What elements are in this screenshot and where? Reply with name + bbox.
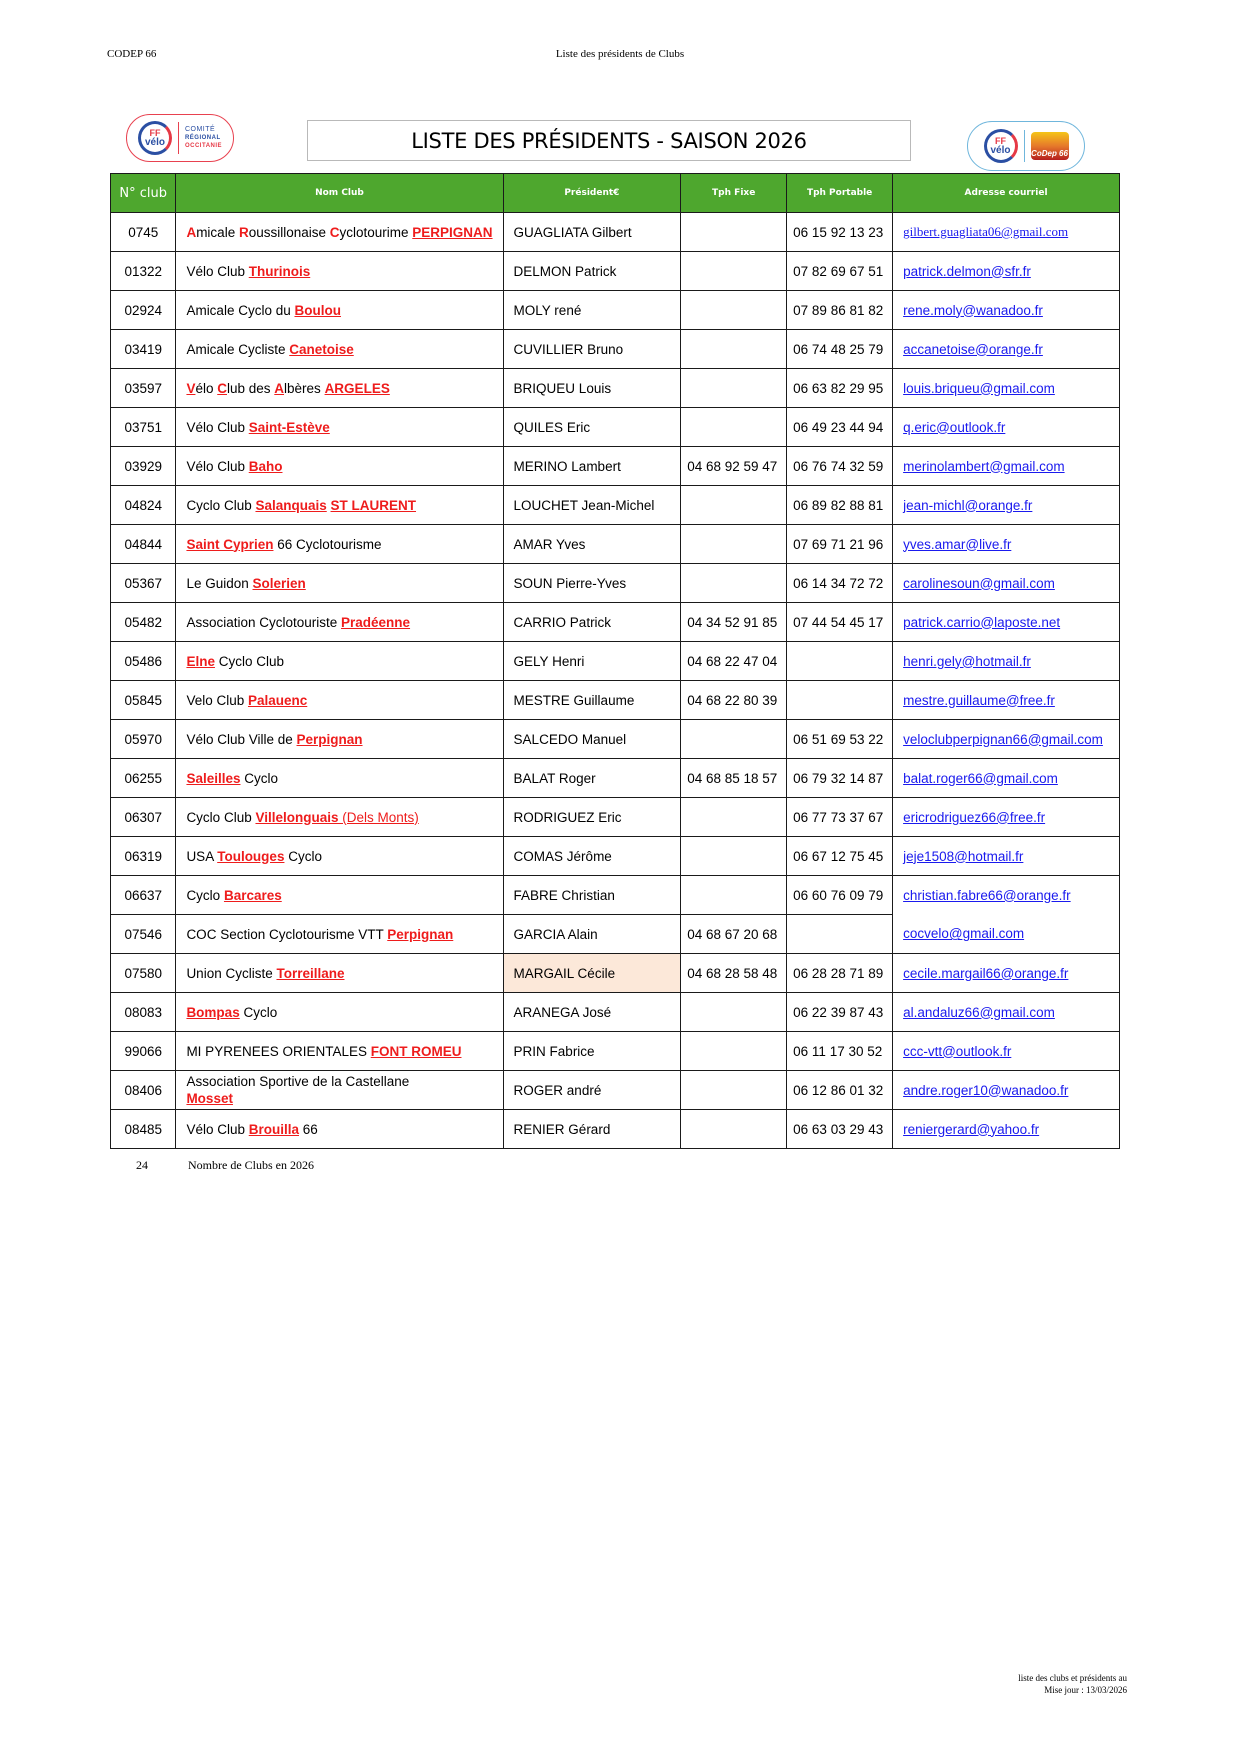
email-link[interactable]: mestre.guillaume@free.fr	[903, 692, 1055, 708]
table-row	[111, 291, 1120, 330]
table-row	[111, 330, 1120, 369]
mobile-cell: 06 12 86 01 32	[787, 1071, 893, 1110]
club-name-highlight: PERPIGNAN	[412, 224, 493, 240]
ff-velo-icon	[984, 129, 1018, 163]
column-header-club-name: Nom Club	[176, 174, 503, 213]
club-name-highlight: ST LAURENT	[330, 497, 417, 513]
club-name-text: lbères	[284, 380, 325, 396]
email-cell	[893, 525, 1120, 564]
landline-cell	[681, 291, 787, 330]
club-name-text: Cyclo Club	[214, 653, 284, 669]
club-name-text: 66 Cyclotourisme	[273, 536, 382, 552]
landline-cell: 04 68 22 80 39	[681, 681, 787, 720]
club-name-highlight: Pradéenne	[341, 614, 411, 630]
club-count-label: Nombre de Clubs en 2026	[188, 1158, 314, 1172]
email-link[interactable]: jeje1508@hotmail.fr	[903, 848, 1024, 864]
landline-cell	[681, 798, 787, 837]
club-number-cell: 03929	[111, 447, 176, 486]
email-link[interactable]: gilbert.guagliata06@gmail.com	[903, 224, 1069, 239]
club-name-highlight: Baho	[248, 458, 283, 474]
club-name-cell	[176, 759, 503, 798]
table-row	[111, 876, 1120, 915]
president-cell: QUILES Eric	[503, 408, 681, 447]
table-row	[111, 681, 1120, 720]
email-link[interactable]: cecile.margail66@orange.fr	[903, 965, 1069, 981]
ff-velo-codep66-logo	[967, 121, 1085, 171]
mobile-cell: 06 67 12 75 45	[787, 837, 893, 876]
table-row	[111, 798, 1120, 837]
mobile-cell: 06 63 03 29 43	[787, 1110, 893, 1149]
email-cell	[893, 681, 1120, 720]
landline-cell	[681, 720, 787, 759]
mobile-cell: 06 22 39 87 43	[787, 993, 893, 1032]
club-name-text: USA	[186, 848, 218, 864]
mobile-cell: 07 44 54 45 17	[787, 603, 893, 642]
president-cell: ARANEGA José	[503, 993, 681, 1032]
email-cell	[893, 837, 1120, 876]
club-name-cell	[176, 720, 503, 759]
email-link[interactable]: veloclubperpignan66@gmail.com	[903, 731, 1103, 747]
club-name-cell	[176, 603, 503, 642]
club-name-highlight: Saint Cyprien	[186, 536, 274, 552]
club-name-text: Vélo Club	[186, 419, 249, 435]
mobile-cell	[787, 915, 893, 954]
club-name-highlight: Canetoise	[289, 341, 354, 357]
mobile-cell: 06 79 32 14 87	[787, 759, 893, 798]
club-number-cell: 05845	[111, 681, 176, 720]
club-name-highlight: A	[186, 224, 197, 240]
mobile-cell	[787, 681, 893, 720]
logo-divider	[1024, 130, 1025, 162]
club-number-cell: 04844	[111, 525, 176, 564]
club-name-highlight: Thurinois	[248, 263, 311, 279]
club-name-cell	[176, 1071, 503, 1110]
mobile-cell	[787, 642, 893, 681]
club-name-text: oussillonaise	[248, 224, 330, 240]
ff-velo-velo-text: vélo	[990, 145, 1011, 156]
club-name-text: Union Cycliste	[186, 965, 277, 981]
ff-velo-velo-text: vélo	[144, 137, 165, 148]
president-cell: GELY Henri	[503, 642, 681, 681]
club-name-cell	[176, 915, 503, 954]
president-cell: MESTRE Guillaume	[503, 681, 681, 720]
landline-cell: 04 68 22 47 04	[681, 642, 787, 681]
club-number-cell: 05970	[111, 720, 176, 759]
president-cell: ROGER andré	[503, 1071, 681, 1110]
email-cell	[893, 759, 1120, 798]
president-cell: GARCIA Alain	[503, 915, 681, 954]
email-link[interactable]: balat.roger66@gmail.com	[903, 770, 1058, 786]
table-row	[111, 408, 1120, 447]
president-cell: SALCEDO Manuel	[503, 720, 681, 759]
email-link[interactable]: rene.moly@wanadoo.fr	[903, 302, 1043, 318]
email-cell	[893, 993, 1120, 1032]
landline-cell: 04 68 28 58 48	[681, 954, 787, 993]
email-cell	[893, 252, 1120, 291]
table-row	[111, 759, 1120, 798]
email-cell	[893, 1110, 1120, 1149]
email-link[interactable]: patrick.delmon@sfr.fr	[903, 263, 1031, 279]
club-name-cell	[176, 642, 503, 681]
email-link[interactable]: jean-michl@orange.fr	[903, 497, 1033, 513]
club-number-cell: 08485	[111, 1110, 176, 1149]
page-header-center: Liste des présidents de Clubs	[555, 48, 685, 60]
club-name-cell	[176, 252, 503, 291]
president-cell: LOUCHET Jean-Michel	[503, 486, 681, 525]
email-cell	[893, 720, 1120, 759]
mobile-cell: 06 28 28 71 89	[787, 954, 893, 993]
club-name-text: élo	[195, 380, 218, 396]
club-number-cell: 05486	[111, 642, 176, 681]
club-name-cell	[176, 486, 503, 525]
president-cell: DELMON Patrick	[503, 252, 681, 291]
president-cell: CUVILLIER Bruno	[503, 330, 681, 369]
table-row	[111, 1110, 1120, 1149]
comite-text	[185, 126, 222, 150]
mobile-cell: 06 76 74 32 59	[787, 447, 893, 486]
table-row	[111, 213, 1120, 252]
club-name-text: Cyclo	[240, 770, 278, 786]
email-link[interactable]: cocvelo@gmail.com	[903, 926, 1025, 942]
table-row	[111, 525, 1120, 564]
club-name-cell	[176, 525, 503, 564]
table-row	[111, 837, 1120, 876]
column-header-president: Président€	[503, 174, 681, 213]
club-name-highlight: Brouilla	[248, 1121, 299, 1137]
club-name-cell	[176, 876, 503, 915]
email-cell	[893, 1032, 1120, 1071]
club-name-cell	[176, 1032, 503, 1071]
club-name-highlight: Perpignan	[296, 731, 363, 747]
logo-divider	[178, 122, 179, 154]
club-name-text: Cyclo	[186, 887, 224, 903]
club-name-highlight: Perpignan	[387, 926, 454, 942]
mobile-cell: 07 69 71 21 96	[787, 525, 893, 564]
mobile-cell: 06 15 92 13 23	[787, 213, 893, 252]
club-name-text: Vélo Club	[186, 1121, 249, 1137]
club-name-highlight: Boulou	[294, 302, 341, 318]
mobile-cell: 06 63 82 29 95	[787, 369, 893, 408]
comite-regional-occitanie-logo	[126, 114, 234, 162]
club-name-highlight: Saleilles	[186, 770, 241, 786]
club-name-text: Vélo Club	[186, 458, 249, 474]
table-row	[111, 369, 1120, 408]
club-name-highlight: Toulouges	[217, 848, 285, 864]
club-name-cell	[176, 837, 503, 876]
club-number-cell: 03597	[111, 369, 176, 408]
club-name-text: MI PYRENEES ORIENTALES	[186, 1043, 371, 1059]
email-cell	[893, 213, 1120, 252]
president-cell: MERINO Lambert	[503, 447, 681, 486]
codep66-badge-icon: CoDep 66	[1031, 132, 1069, 160]
club-name-highlight: Barcares	[223, 887, 282, 903]
landline-cell	[681, 1071, 787, 1110]
club-name-cell	[176, 330, 503, 369]
club-number-cell: 06637	[111, 876, 176, 915]
club-name-text: yclotourime	[339, 224, 413, 240]
club-number-cell: 05367	[111, 564, 176, 603]
table-row	[111, 252, 1120, 291]
president-cell: RODRIGUEZ Eric	[503, 798, 681, 837]
email-cell	[893, 798, 1120, 837]
column-header-landline: Tph Fixe	[681, 174, 787, 213]
mobile-cell: 06 49 23 44 94	[787, 408, 893, 447]
page-footer	[1018, 1672, 1127, 1696]
landline-cell: 04 68 67 20 68	[681, 915, 787, 954]
club-name-text: Association Sportive de la Castellane	[186, 1074, 410, 1089]
club-name-text: Amicale Cycliste	[186, 341, 290, 357]
email-cell	[893, 603, 1120, 642]
landline-cell	[681, 369, 787, 408]
club-name-highlight: Villelonguais	[255, 809, 339, 825]
president-cell: GUAGLIATA Gilbert	[503, 213, 681, 252]
club-name-highlight: ARGELES	[324, 380, 390, 396]
email-cell	[893, 408, 1120, 447]
club-name-text: Cyclo	[239, 1004, 278, 1020]
club-name-text: Association Cyclotouriste	[186, 614, 342, 630]
club-name-highlight: V	[186, 380, 196, 396]
president-cell: PRIN Fabrice	[503, 1032, 681, 1071]
email-link[interactable]: ericrodriguez66@free.fr	[903, 809, 1046, 825]
email-cell	[893, 876, 1120, 915]
document-title: LISTE DES PRÉSIDENTS - SAISON 2026	[307, 120, 911, 161]
club-name-text: 66	[299, 1121, 318, 1137]
table-row	[111, 720, 1120, 759]
email-cell	[893, 447, 1120, 486]
club-name-text: lub des	[226, 380, 275, 396]
email-link[interactable]: carolinesoun@gmail.com	[903, 575, 1055, 591]
club-name-text: COC Section Cyclotourisme VTT	[186, 926, 388, 942]
club-name-text: Amicale Cyclo du	[186, 302, 295, 318]
email-link[interactable]: reniergerard@yahoo.fr	[903, 1121, 1040, 1137]
ff-velo-ff-text: FF	[149, 128, 161, 138]
club-name-highlight: Mosset	[186, 1091, 233, 1106]
club-name-highlight: Salanquais	[255, 497, 327, 513]
club-name-cell	[176, 681, 503, 720]
club-number-cell: 03419	[111, 330, 176, 369]
mobile-cell: 07 89 86 81 82	[787, 291, 893, 330]
club-name-cell	[176, 369, 503, 408]
club-name-highlight: Elne	[186, 653, 215, 669]
club-number-cell: 05482	[111, 603, 176, 642]
club-number-cell: 07580	[111, 954, 176, 993]
email-link[interactable]: merinolambert@gmail.com	[903, 458, 1065, 474]
table-row	[111, 642, 1120, 681]
club-name-text: Cyclo	[284, 848, 322, 864]
club-name-cell	[176, 291, 503, 330]
club-number-cell: 06307	[111, 798, 176, 837]
president-cell: CARRIO Patrick	[503, 603, 681, 642]
club-number-cell: 07546	[111, 915, 176, 954]
club-name-highlight: (Dels Monts)	[338, 809, 419, 825]
club-name-text: Cyclo Club	[186, 809, 256, 825]
landline-cell: 04 68 85 18 57	[681, 759, 787, 798]
president-cell: MARGAIL Cécile	[503, 954, 681, 993]
club-number-cell: 01322	[111, 252, 176, 291]
column-header-email: Adresse courriel	[893, 174, 1120, 213]
comite-line-3: OCCITANIE	[184, 143, 223, 149]
club-name-text: Velo Club	[186, 692, 248, 708]
table-row	[111, 993, 1120, 1032]
landline-cell	[681, 525, 787, 564]
club-name-text: Vélo Club Ville de	[186, 731, 297, 747]
club-number-cell: 08406	[111, 1071, 176, 1110]
club-name-highlight: Solerien	[252, 575, 306, 591]
landline-cell: 04 34 52 91 85	[681, 603, 787, 642]
email-cell	[893, 1071, 1120, 1110]
email-cell	[893, 330, 1120, 369]
email-link[interactable]: andre.roger10@wanadoo.fr	[903, 1082, 1069, 1098]
club-name-text: Cyclo Club	[186, 497, 256, 513]
mobile-cell: 06 89 82 88 81	[787, 486, 893, 525]
club-name-cell	[176, 1110, 503, 1149]
president-cell: SOUN Pierre-Yves	[503, 564, 681, 603]
page-header-left: CODEP 66	[107, 48, 157, 60]
club-name-cell	[176, 954, 503, 993]
email-link[interactable]: ccc-vtt@outlook.fr	[903, 1043, 1012, 1059]
club-number-cell: 03751	[111, 408, 176, 447]
ff-velo-icon	[138, 121, 172, 155]
comite-line-2: RÉGIONAL	[184, 135, 221, 141]
club-name-cell	[176, 213, 503, 252]
table-row	[111, 915, 1120, 954]
club-name-highlight: C	[329, 224, 340, 240]
landline-cell	[681, 1110, 787, 1149]
email-cell	[893, 291, 1120, 330]
table-row	[111, 486, 1120, 525]
club-name-highlight: C	[217, 380, 227, 396]
club-name-text: micale	[196, 224, 239, 240]
club-number-cell: 0745	[111, 213, 176, 252]
email-link[interactable]: accanetoise@orange.fr	[903, 341, 1043, 357]
club-number-cell: 06319	[111, 837, 176, 876]
email-link[interactable]: louis.briqueu@gmail.com	[903, 380, 1055, 396]
landline-cell	[681, 993, 787, 1032]
email-cell	[893, 954, 1120, 993]
email-link[interactable]: henri.gely@hotmail.fr	[903, 653, 1031, 669]
club-name-cell	[176, 447, 503, 486]
footer-update-date: Mise jour : 13/03/2026	[1044, 1685, 1127, 1695]
club-name-cell	[176, 993, 503, 1032]
club-name-highlight: FONT ROMEU	[370, 1043, 462, 1059]
column-header-club-number: N° club	[111, 174, 176, 213]
club-count: 24	[136, 1158, 148, 1172]
table-row	[111, 1032, 1120, 1071]
club-number-cell: 04824	[111, 486, 176, 525]
club-name-cell	[176, 798, 503, 837]
email-link[interactable]: patrick.carrio@laposte.net	[903, 614, 1061, 630]
club-number-cell: 02924	[111, 291, 176, 330]
club-name-text: Le Guidon	[186, 575, 253, 591]
landline-cell	[681, 837, 787, 876]
club-number-cell: 99066	[111, 1032, 176, 1071]
club-name-highlight: Saint-Estève	[248, 419, 330, 435]
president-cell: FABRE Christian	[503, 876, 681, 915]
club-name-highlight: R	[238, 224, 249, 240]
landline-cell	[681, 213, 787, 252]
landline-cell	[681, 564, 787, 603]
landline-cell	[681, 408, 787, 447]
landline-cell	[681, 252, 787, 291]
table-row	[111, 954, 1120, 993]
president-cell: AMAR Yves	[503, 525, 681, 564]
table-header-row	[111, 174, 1120, 213]
email-cell	[893, 642, 1120, 681]
column-header-mobile: Tph Portable	[787, 174, 893, 213]
club-name-cell	[176, 564, 503, 603]
landline-cell	[681, 330, 787, 369]
mobile-cell: 07 82 69 67 51	[787, 252, 893, 291]
club-number-cell: 06255	[111, 759, 176, 798]
landline-cell	[681, 876, 787, 915]
email-cell	[893, 486, 1120, 525]
club-name-highlight: Palauenc	[247, 692, 308, 708]
president-cell: BRIQUEU Louis	[503, 369, 681, 408]
table-body	[111, 213, 1120, 1149]
footer-line-1: liste des clubs et présidents au	[1018, 1673, 1127, 1683]
table-row	[111, 603, 1120, 642]
table-row	[111, 564, 1120, 603]
club-name-highlight: Torreillane	[276, 965, 345, 981]
president-cell: COMAS Jérôme	[503, 837, 681, 876]
email-cell	[893, 369, 1120, 408]
club-name-highlight: A	[274, 380, 285, 396]
club-name-cell	[176, 408, 503, 447]
club-number-cell: 08083	[111, 993, 176, 1032]
mobile-cell: 06 14 34 72 72	[787, 564, 893, 603]
email-link[interactable]: yves.amar@live.fr	[903, 536, 1012, 552]
email-cell	[893, 915, 1120, 954]
ff-velo-ff-text: FF	[995, 136, 1006, 146]
comite-line-1: COMITÉ	[184, 126, 216, 133]
landline-cell	[681, 1032, 787, 1071]
club-name-highlight: Bompas	[186, 1004, 240, 1020]
club-name-text: Vélo Club	[186, 263, 249, 279]
mobile-cell: 06 77 73 37 67	[787, 798, 893, 837]
email-link[interactable]: q.eric@outlook.fr	[903, 419, 1006, 435]
email-link[interactable]: al.andaluz66@gmail.com	[903, 1004, 1055, 1020]
email-link[interactable]: christian.fabre66@orange.fr	[903, 887, 1071, 903]
mobile-cell: 06 51 69 53 22	[787, 720, 893, 759]
landline-cell	[681, 486, 787, 525]
mobile-cell: 06 74 48 25 79	[787, 330, 893, 369]
table-row	[111, 447, 1120, 486]
president-cell: RENIER Gérard	[503, 1110, 681, 1149]
email-cell	[893, 564, 1120, 603]
mobile-cell: 06 11 17 30 52	[787, 1032, 893, 1071]
president-cell: BALAT Roger	[503, 759, 681, 798]
table-row	[111, 1071, 1120, 1110]
landline-cell: 04 68 92 59 47	[681, 447, 787, 486]
presidents-table	[110, 173, 1120, 1149]
president-cell: MOLY rené	[503, 291, 681, 330]
mobile-cell: 06 60 76 09 79	[787, 876, 893, 915]
